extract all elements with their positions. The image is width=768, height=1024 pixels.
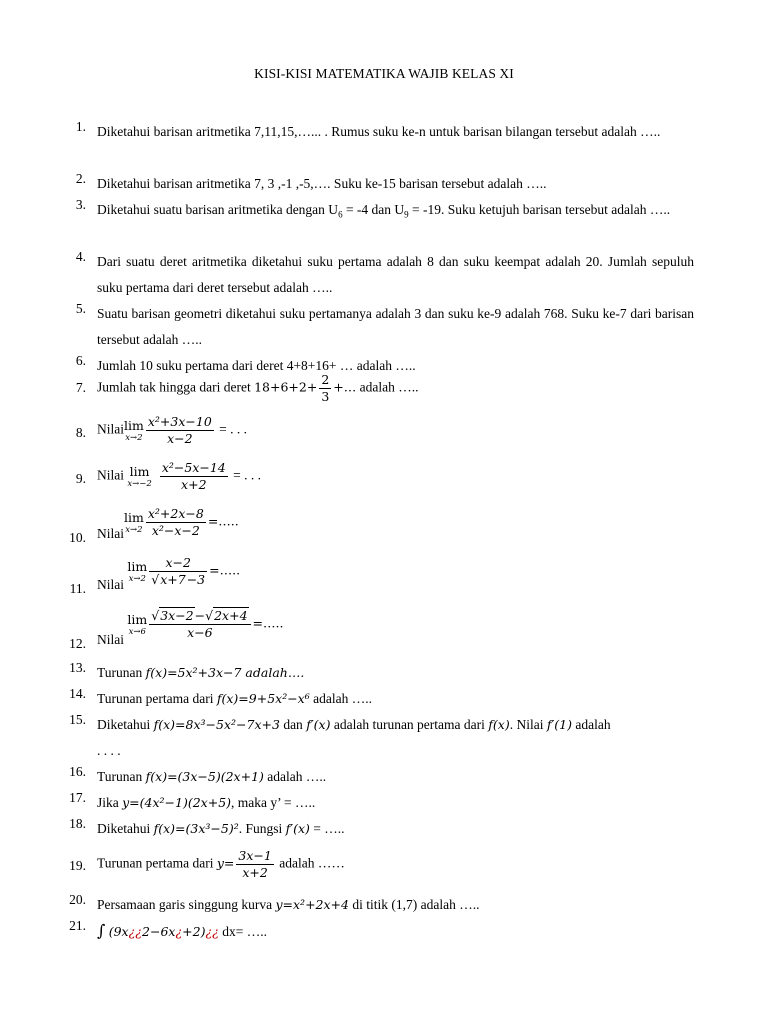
- question-text: Dari suatu deret aritmetika diketahui suku pertama adalah 8 dan suku keempat adalah 20. Jumlah sepuluh suku pertama dari deret tersebut adalah …..: [97, 254, 694, 295]
- document-title: KISI-KISI MATEMATIKA WAJIB KELAS XI: [254, 66, 514, 81]
- question-number: 19.: [69, 858, 86, 873]
- limit-operator: lim x→−2: [127, 463, 152, 489]
- question-text: Diketahui suatu barisan aritmetika dengan $U_6 = -4$ dan $U_9 = -19$. Suku ketujuh barisan tersebut adalah …..: [97, 202, 671, 220]
- question-text: Persamaan garis singgung kurva y=x²+2x+4 di titik (1,7) adalah …..: [97, 897, 480, 912]
- fraction: $\frac{√3x-2-√2x+4}{x-6}$: [149, 608, 250, 641]
- limit-operator: lim x→2: [124, 509, 144, 535]
- question-number: 12.: [69, 636, 86, 651]
- question-number: 3.: [75, 197, 86, 212]
- question-text: Jumlah tak hingga dari deret 18+6+2+ $\frac{2}{3}$ +… adalah …..: [97, 372, 419, 404]
- question-text: Turunan pertama dari f(x)=9+5x²−x⁶ adalah …..: [97, 691, 372, 706]
- question-number: 13.: [69, 660, 86, 675]
- question-number: 1.: [75, 119, 86, 134]
- question-text: Turunan f(x)=(3x−5)(2x+1) adalah …..: [97, 769, 327, 784]
- math-expression: f(x)=(3x³−5)²: [153, 821, 239, 836]
- question-number: 17.: [69, 790, 86, 805]
- question-text: Nilai lim x→2 $\frac{\text{x²+2x−8}}{\text{x²−x−2}}$ =…..: [97, 506, 239, 541]
- question-number: 8.: [75, 425, 86, 440]
- question-text: Jumlah 10 suku pertama dari deret 4+8+16+ … adalah …..: [97, 358, 416, 373]
- question-text: Turunan f(x)=5x²+3x−7 adalah….: [97, 665, 305, 680]
- question-number: 2.: [75, 171, 86, 186]
- math-expression: f(x)=8x³−5x²−7x+3: [153, 717, 280, 732]
- fraction: $\frac{\text{x²−5x−14}}{x+2}$: [161, 460, 226, 492]
- question-number: 11.: [69, 581, 86, 596]
- question-text: Turunan pertama dari y= $\frac{3x-1}{x+2}$ adalah ……: [97, 848, 345, 880]
- series-expression: 18+6+2+: [254, 379, 318, 395]
- question-number: 4.: [75, 249, 86, 264]
- question-text: ∫ (9x¿¿2−6x¿+2)¿¿ dx= …..: [97, 921, 267, 940]
- math-expression: f(x)=5x²+3x−7 adalah….: [145, 665, 305, 680]
- question-text: Nilai lim x→2 $\frac{x-2}{√x+7-3}$ =…..: [97, 555, 241, 592]
- math-expression: y=(4x²−1)(2x+5): [122, 795, 232, 810]
- question-text: Diketahui f(x)=8x³−5x²−7x+3 dan f′(x) adalah turunan pertama dari f(x). Nilai f′(1) adalah . . . .: [97, 717, 611, 758]
- question-number: 14.: [69, 686, 86, 701]
- question-number: 15.: [69, 712, 86, 727]
- fraction: $\frac{\text{x²+2x−8}}{\text{x²−x−2}}$: [147, 506, 204, 538]
- question-text: Diketahui f(x)=(3x³−5)². Fungsi f′(x) = …..: [97, 821, 345, 836]
- question-text: Nilai lim x→2 $\frac{\text{x²+3x−10}}{x-2}$ = . . .: [97, 414, 248, 446]
- question-number: 5.: [75, 301, 86, 316]
- fraction: $\frac{\text{x²+3x−10}}{x-2}$: [147, 414, 212, 446]
- math-expression: f(x)=9+5x²−x⁶: [216, 691, 310, 706]
- question-number: 16.: [69, 764, 86, 779]
- question-number: 6.: [75, 353, 86, 368]
- question-number: 9.: [75, 471, 86, 486]
- fraction: $\frac{2}{3}$: [321, 372, 330, 404]
- integral-sign: ∫: [97, 921, 106, 940]
- fraction: $\frac{3x-1}{x+2}$: [238, 848, 272, 880]
- limit-operator: lim x→6: [127, 611, 148, 637]
- fraction: $\frac{x-2}{√x+7-3}$: [151, 555, 206, 587]
- question-text: Diketahui barisan aritmetika 7,11,15,…... . Rumus suku ke-n untuk barisan bilangan tersebut adalah …..: [97, 124, 661, 139]
- question-number: 21.: [69, 918, 86, 933]
- limit-operator: lim x→2: [124, 417, 144, 443]
- math-expression: f(x)=(3x−5)(2x+1): [145, 769, 264, 784]
- question-number: 10.: [69, 530, 86, 545]
- question-number: 20.: [69, 892, 86, 907]
- math-expression: y=x²+2x+4: [275, 897, 349, 912]
- question-text: Suatu barisan geometri diketahui suku pertamanya adalah 3 dan suku ke-9 adalah 768. Suku ke-7 dari barisan tersebut adalah …..: [97, 306, 694, 347]
- question-text: Jika y=(4x²−1)(2x+5), maka y’ = …..: [97, 795, 316, 810]
- question-text: Nilai lim x→6 $\frac{√3x-2-√2x+4}{x-6}$ =…..: [97, 608, 284, 647]
- question-number: 18.: [69, 816, 86, 831]
- question-number: 7.: [75, 380, 86, 395]
- question-text: Diketahui barisan aritmetika 7, 3 ,-1 ,-5,…. Suku ke-15 barisan tersebut adalah …..: [97, 176, 547, 191]
- limit-operator: lim x→2: [127, 558, 148, 584]
- question-text: Nilai lim x→−2 $\frac{\text{x²−5x−14}}{x+2}$ = . . .: [97, 460, 261, 492]
